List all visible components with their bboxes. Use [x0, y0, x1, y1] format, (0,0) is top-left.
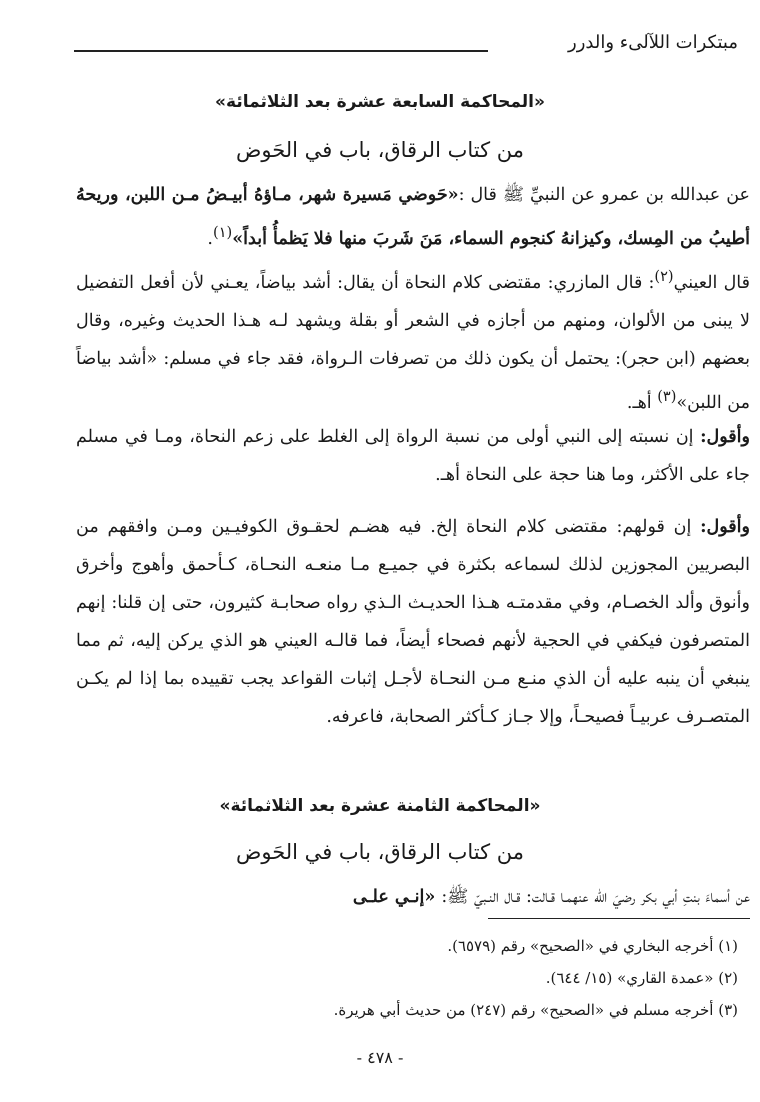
- footnote: (٢) «عمدة القاري» (١٥/ ٦٤٤).: [545, 969, 738, 987]
- author-paragraph-1: [76, 418, 750, 494]
- footnote: (٣) أخرجه مسلم في «الصحيح» رقم (٢٤٧) من حديث أبي هريرة.: [333, 1001, 738, 1019]
- author-lead-2: وأقول:: [700, 517, 750, 537]
- hadith-end: .: [207, 228, 213, 249]
- running-header: [0, 30, 738, 60]
- section-heading-2: «المحاكمة الثامنة عشرة بعد الثلاثمائة»: [219, 796, 541, 816]
- header-rule: [74, 50, 488, 52]
- hadith-quote-2: «إنـي علـى: [352, 887, 442, 907]
- commentary-text: : قال المازري: مقتضى كلام النحاة أن يقال: أشد بياضاً، يعـني لأن أفعل التفضيل لا يبنى من الألوان، ومنهم من أجازه في الشعر أو بقلة ويشهد لـه هـذا الحديث وغيره، وقال بعضهم (ابن حجر): يحتمل أن يكون ذلك من تصرفات الـرواة، فقد جاء في مسلم: «أشد بياضاً من اللبن»: [76, 272, 750, 413]
- author-lead-1: وأقول:: [700, 427, 750, 447]
- section-subheading-2: من كتاب الرقاق، باب في الحَوض: [235, 840, 525, 864]
- hadith-paragraph-2: [76, 878, 750, 916]
- footnote-rule: [488, 918, 750, 919]
- hadith-intro-2: عن أسماءَ بنتِ أبي بكر رضيَ الله عنهمـا قـالت: قـال النـبيّ ﷺ:: [441, 887, 750, 907]
- section-heading: «المحاكمة السابعة عشرة بعد الثلاثمائة»: [215, 92, 545, 112]
- hadith-intro: عن عبدالله بن عمرو عن النبيِّ ﷺ قال :: [458, 185, 750, 205]
- page-number: - ٤٧٨ -: [356, 1048, 404, 1067]
- section-subheading: من كتاب الرقاق، باب في الحَوض: [235, 138, 525, 162]
- footnotes: [98, 930, 738, 1026]
- running-title: مبتكرات اللآلیء والدرر: [558, 32, 738, 53]
- footnote-ref-2: (٢): [654, 268, 674, 285]
- hadith-text: «حَوضي مَسيرة شهر، مـاؤهُ أبيـضُ مـن اللبن، وريحهُ أطيبُ من المِسك، وكيزانهُ كنجوم السماء، مَنَ شَربَ منها فلا يَظمأُ أبداً»: [76, 185, 750, 249]
- footnote: (١) أخرجه البخاري في «الصحيح» رقم (٦٥٧٩).: [447, 937, 738, 955]
- author-text-2: إن قولهم: مقتضى كلام النحاة إلخ. فيه هضـم لحقـوق الكوفيـين ومـن وافقهم من البصريين المجوزين لذلك لسماعه بكثرة في جميـع مـا منعـه النحـاة، كـأحمق وأهوج وأخرق وأنوق وألد الخصـام، وفي مقدمتـه هـذا الحديـث الـذي رواه صحابـة كثيرون، حتى إن قلنا: إنهم المتصرفون فيكفي في الحجية لأنهم فصحاء أيضاً، فما قالـه العيني هو الذي يركن إليه، ثم مما ينبغي أن ينبه عليه أن الذي منـع مـن النحـاة لأجـل إثبات القواعد يجب تقييده بما إذا لم يكـن المتصـرف عربيـاً فصيحـاً، وإلا جـاز كـأكثر الصحابة، فاعرفه.: [76, 517, 750, 727]
- commentary-paragraph: [76, 258, 750, 422]
- commentary-end: أهـ.: [626, 392, 658, 413]
- footnote-ref-3: (٣): [657, 387, 677, 405]
- author-paragraph-2: [76, 508, 750, 736]
- commentary-lead: قال العيني: [673, 272, 750, 293]
- footnote-ref-1: (١): [213, 224, 233, 241]
- hadith-paragraph: [76, 176, 750, 258]
- author-text-1: إن نسبته إلى النبي أولى من نسبة الرواة إلى الغلط على زعم النحاة، ومـا في مسلم جاء على الأكثر، وما هنا حجة على النحاة أهـ.: [76, 427, 750, 485]
